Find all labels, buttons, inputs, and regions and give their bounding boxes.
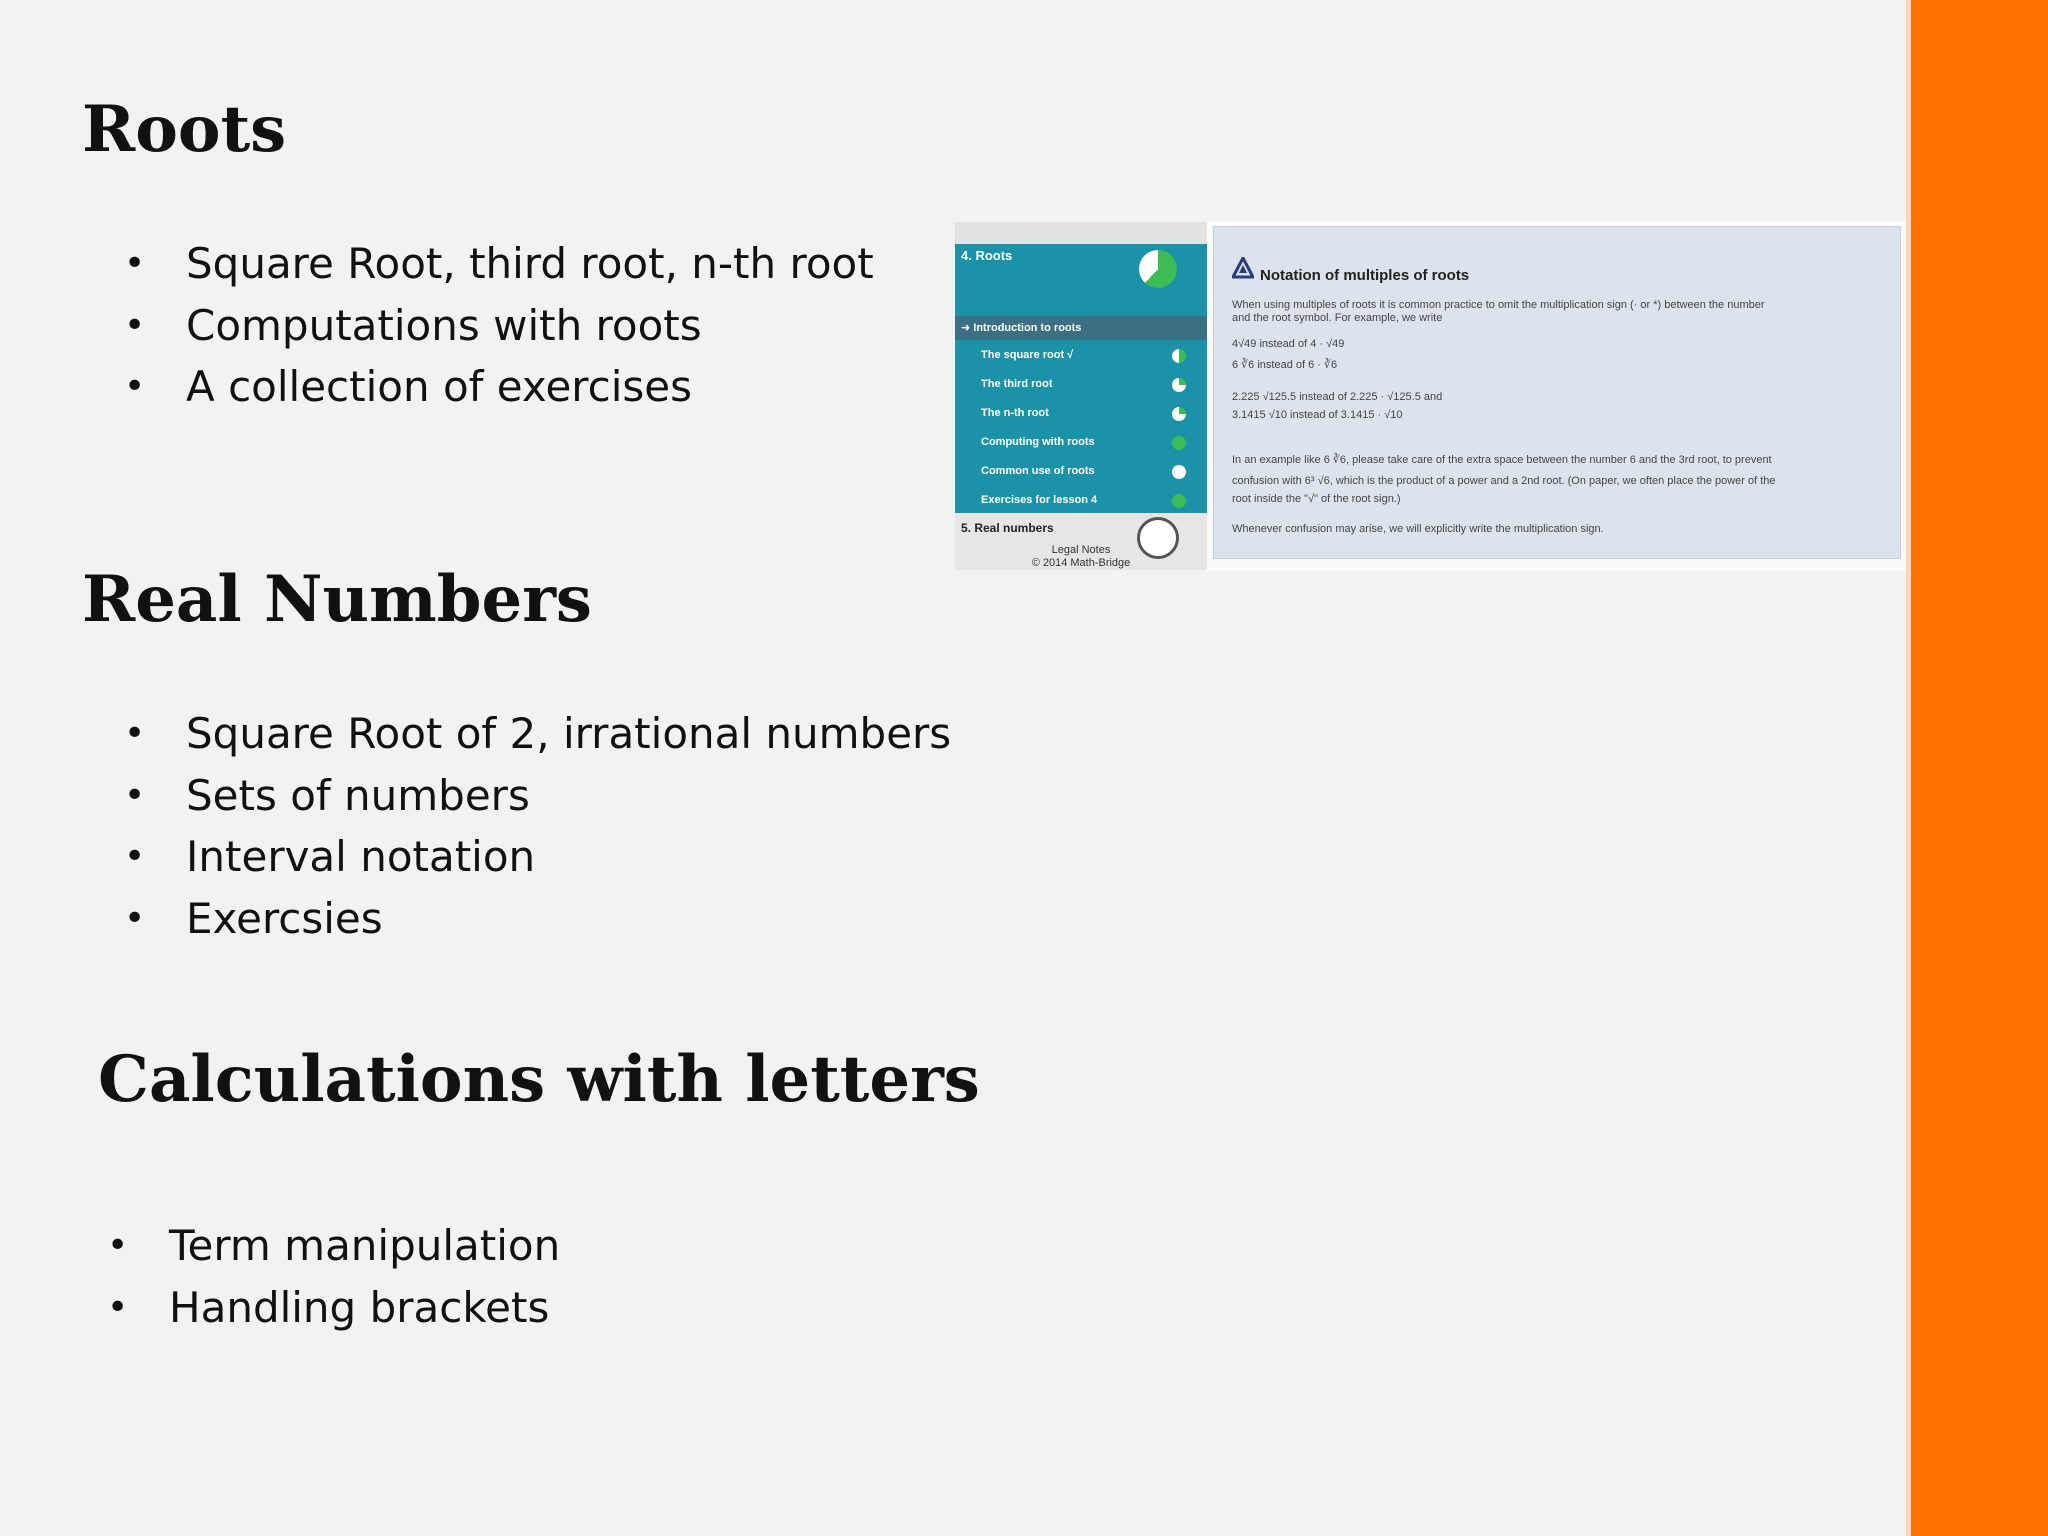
embedded-screenshot: [955, 222, 1906, 570]
example-line: 3.1415 √10 instead of 3.1415 · √10: [1232, 409, 1403, 421]
list-item: • Square Root of 2, irrational numbers: [124, 703, 951, 765]
list-item: • Interval notation: [124, 826, 951, 888]
sidebar-item-nth-root: The n-th root: [981, 407, 1049, 419]
list-item: • Exercsies: [124, 888, 951, 950]
status-dot-icon: [1172, 378, 1186, 392]
list-item: • Computations with roots: [124, 295, 874, 357]
sidebar-item-square-root: The square root √: [981, 349, 1074, 361]
panel-text: Whenever confusion may arise, we will explicitly write the multiplication sign.: [1232, 523, 1604, 535]
example-line: 6 ∛6 instead of 6 · ∛6: [1232, 359, 1338, 371]
sidebar-item-third-root: The third root: [981, 378, 1053, 390]
accent-bar: [1911, 0, 2048, 1536]
sidebar-top-row: [955, 222, 1207, 244]
panel-text: confusion with 6³ √6, which is the product of a power and a 2nd root. (On paper, we often place the power of the: [1232, 475, 1776, 487]
legal-notes: [955, 544, 1207, 570]
sidebar-item-computing: Computing with roots: [981, 436, 1095, 448]
heading-calculations-with-letters: Calculations with letters: [98, 1042, 980, 1117]
screenshot-content-panel: [1213, 226, 1901, 559]
panel-text: In an example like 6 ∛6, please take care of the extra space between the number 6 and the 3rd root, to prevent: [1232, 454, 1772, 466]
status-dot-icon: [1172, 407, 1186, 421]
panel-text: and the root symbol. For example, we write: [1232, 312, 1443, 324]
legal-line: © 2014 Math-Bridge: [1031, 557, 1131, 569]
status-dot-icon: [1172, 494, 1186, 508]
list-item: • Handling brackets: [107, 1277, 560, 1339]
example-line: 4√49 instead of 4 · √49: [1232, 338, 1345, 350]
status-dot-icon: [1172, 436, 1186, 450]
next-section-label: 5. Real numbers: [961, 521, 1054, 535]
panel-text: root inside the "√" of the root sign.): [1232, 493, 1401, 505]
list-item: • A collection of exercises: [124, 356, 874, 418]
sidebar-item-exercises: Exercises for lesson 4: [981, 494, 1098, 506]
list-item: • Sets of numbers: [124, 765, 951, 827]
heading-real-numbers: Real Numbers: [82, 562, 592, 637]
status-dot-icon: [1172, 465, 1186, 479]
bullet-list-roots: [124, 233, 874, 418]
panel-title: Notation of multiples of roots: [1260, 267, 1470, 284]
bullet-list-calculations: [107, 1215, 560, 1338]
warning-triangle-icon: [1232, 257, 1254, 279]
list-item: • Term manipulation: [107, 1215, 560, 1277]
bullet-list-real-numbers: [124, 703, 951, 949]
status-dot-icon: [1172, 349, 1186, 363]
sidebar-item-introduction: ➜ Introduction to roots: [961, 322, 1082, 334]
progress-pie-icon: [1139, 250, 1177, 288]
example-line: 2.225 √125.5 instead of 2.225 · √125.5 and: [1232, 391, 1443, 403]
sidebar-item-common-use: Common use of roots: [981, 465, 1095, 477]
panel-text: When using multiples of roots it is common practice to omit the multiplication sign (· or *) between the number: [1232, 299, 1765, 311]
legal-line: Legal Notes: [1051, 544, 1111, 556]
heading-roots: Roots: [82, 92, 287, 167]
list-item: • Square Root, third root, n-th root: [124, 233, 874, 295]
sidebar-section-title: 4. Roots: [961, 248, 1013, 263]
screenshot-sidebar: [955, 222, 1207, 570]
